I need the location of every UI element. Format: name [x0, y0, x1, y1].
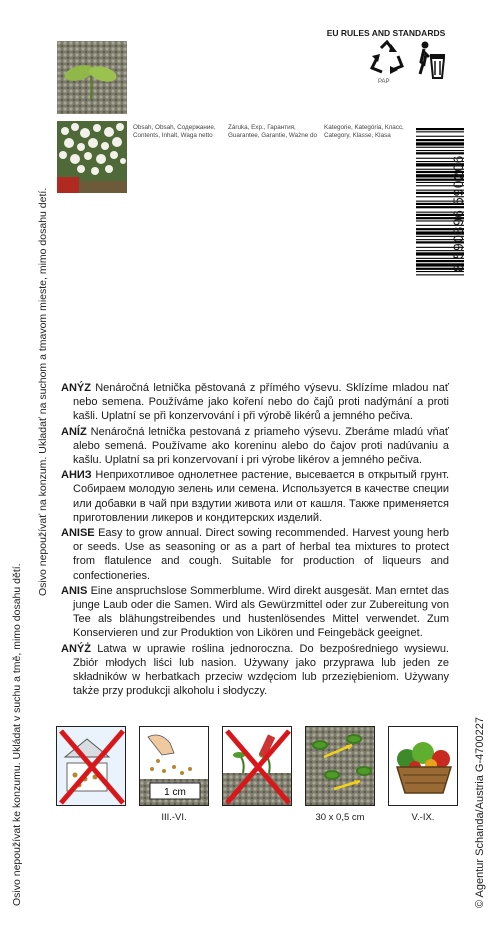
barcode-bar [416, 274, 464, 275]
entry-polish: ANÝŻ Latwa w uprawie roślina jednoroczna. Do bezpośredniego wysiewu. Zbiór młodych liści lub nasion. Używany jako przyprawa lub jeden ze składników w herbatkach przeciw wzdęciom lub przeziębieniom. Używany także przy produkcji alkoholu i słodyczy. [61, 642, 449, 698]
copyright-note: © Agentur Schanda/Austria G-4700227 [474, 717, 486, 908]
entry-german: ANIS Eine anspruchslose Sommerblume. Wird direkt ausgesät. Man erntet das junge Laub oder die Samen. Wird als Gewürzmittel oder zur Zubereitung von Tee als blähungstreibendes und hustenlösendes Mittel verwendet. Zum Konservieren und zur Produktion von Likören und Feingebäck geeignet. [61, 584, 449, 640]
barcode-bar [416, 136, 464, 137]
harvest-time-label: V.-IX. [411, 812, 435, 823]
contents-label: Obsah, Obsah, Содержание, Contents, Inhalt, Waga netto [133, 124, 216, 139]
category-label: Kategorie, Kategória, Класс, Category, Klasse, Klasa [324, 124, 404, 139]
recycle-icon [368, 40, 406, 78]
barcode-bar [416, 150, 464, 151]
eu-rules-heading: EU RULES AND STANDARDS [326, 28, 446, 38]
litter-bin-icon [416, 40, 448, 82]
barcode-number: 8 590396 590206 [451, 154, 466, 272]
guarantee-label: Záruka, Exp., Гарантия, Guarantee, Garantie, Ważne do [228, 124, 318, 139]
storage-note-slovak: Osivo nepoužívať na konzum. Ukladať na suchom a tmavom mieste, mimo dosahu detí. [37, 187, 49, 596]
spacing-label: 30 x 0,5 cm [315, 812, 365, 823]
plant-spacing-icon [305, 726, 375, 806]
pap-label: PAP [378, 79, 390, 85]
description-block [61, 381, 449, 698]
depth-label: 1 cm [164, 787, 186, 798]
barcode-bar [416, 128, 464, 130]
no-indoor-sowing-icon [56, 726, 126, 806]
entry-english: ANISE Easy to grow annual. Direct sowing recommended. Harvest young herb or seeds. Use as seasoning or as a part of herbal tea mixtures to protect from flatulence and cough. Suitable for production of liqueurs and confectioneries. [61, 527, 449, 582]
harvest-basket-icon [388, 726, 458, 806]
storage-note-czech: Osivo nepoužívat ke konzumu. Ukládat v suchu a tmě, mimo dosahu dětí. [11, 563, 23, 906]
barcode-bar [416, 131, 464, 132]
cultivation-icons [56, 726, 464, 808]
no-transplanting-icon [222, 726, 292, 806]
barcode-bar [416, 139, 464, 141]
barcode-bar [416, 147, 464, 148]
barcode-bar [416, 142, 464, 145]
entry-russian: АНИЗ Неприхотливое однолетнее растение, высевается в открытый грунт. Собираем молодую зелень или семена. Используется в качестве специи или добавки в чай при вздутии живота или от кашля. Также применяется приготовлении ликеров и кондитерских изделий. [61, 469, 450, 524]
seedling-photo [57, 41, 127, 114]
entry-slovak: ANÍZ Nenáročná letnička pestovaná z priameho výsevu. Zberáme mladú vňať alebo semená. Používame ako koreninu alebo do čajov proti nadúvaniu a kašlu. Uplatní sa pri konzervovaní i pri výrobe likérov a jemného pečiva. [61, 425, 449, 467]
entry-czech: ANÝZ Nenáročná letnička pěstovaná z přímého výsevu. Sklízíme mladou nať nebo semena. Používáme jako koření nebo do čajů proti nadýmání a proti kašli. Uplatní se při konzervování i při výrobě likérů a jemného pečiva. [61, 382, 450, 423]
direct-sowing-icon [139, 726, 209, 806]
sowing-time-label: III.-VI. [161, 812, 187, 823]
anise-flowers-photo [57, 121, 127, 193]
